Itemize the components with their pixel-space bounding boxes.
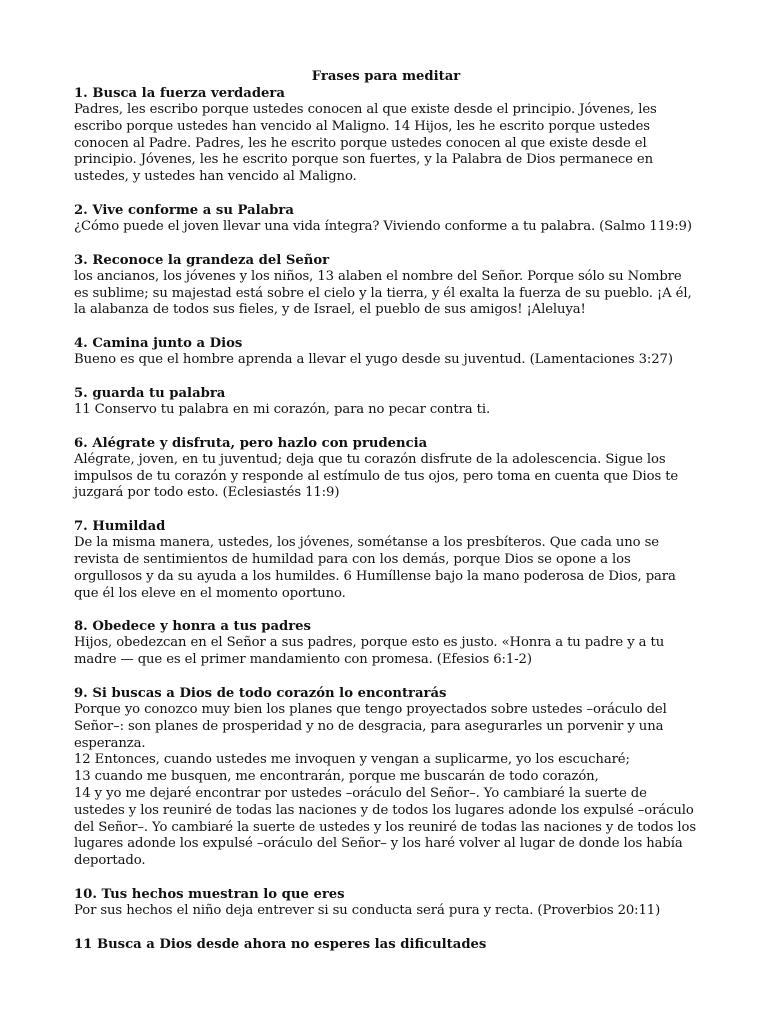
section-body: Hijos, obedezcan en el Señor a sus padres, porque esto es justo. «Honra a tu padre y a tu madre — que es el primer mandamiento con promesa. (Efesios 6:1-2)	[74, 635, 665, 668]
section-body: 11 Conservo tu palabra en mi corazón, para no pecar contra ti.	[74, 401, 491, 417]
section-heading: 5. guarda tu palabra	[74, 385, 226, 401]
section-heading: 6. Alégrate y disfruta, pero hazlo con prudencia	[74, 435, 428, 451]
section-2	[74, 202, 698, 236]
section-body: Por sus hechos el niño deja entrever si su conducta será pura y recta. (Proverbios 20:11)	[74, 902, 661, 918]
section-11	[74, 936, 698, 953]
section-6	[74, 435, 698, 502]
section-4	[74, 335, 698, 369]
section-heading: 2. Vive conforme a su Palabra	[74, 202, 294, 218]
section-heading: 7. Humildad	[74, 519, 166, 535]
section-heading: 8. Obedece y honra a tus padres	[74, 619, 311, 635]
section-body: Padres, les escribo porque ustedes conocen al que existe desde el principio. Jóvenes, les escribo porque ustedes han vencido al Maligno. 14 Hijos, les he escrito porque ustedes conocen al Padre. Padres, les he escrito porque ustedes conocen al que existe desde el principio. Jóvenes, les he escrito porque son fuertes, y la Palabra de Dios permanece en ustedes, y ustedes han vencido al Maligno.	[74, 102, 657, 185]
section-heading: 3. Reconoce la grandeza del Señor	[74, 252, 330, 268]
section-heading: 4. Camina junto a Dios	[74, 336, 243, 352]
section-heading: 9. Si buscas a Dios de todo corazón lo encontrarás	[74, 685, 447, 701]
section-heading: 1. Busca la fuerza verdadera	[74, 86, 285, 101]
section-body: Porque yo conozco muy bien los planes que tengo proyectados sobre ustedes –oráculo del Señor–: son planes de prosperidad y no de desgracia, para asegurarles un porvenir y una esperanza. 12 Entonces, cuando ustedes me invoquen y vengan a suplicarme, yo los escucharé; 13 cuando me busquen, me encontrarán, porque me buscarán de todo corazón, 14 y yo me dejaré encontrar por ustedes –oráculo del Señor–. Yo cambiaré la suerte de ustedes y los reuniré de todas las naciones y de todos los lugares adonde los expulsé –oráculo del Señor–. Yo cambiaré la suerte de ustedes y los reuniré de todas las naciones y de todos los lugares adonde los expulsé –oráculo del Señor– y los haré volver al lugar de donde los había deportado.	[74, 701, 697, 869]
section-1	[74, 85, 698, 186]
section-body: los ancianos, los jóvenes y los niños, 13 alaben el nombre del Señor. Porque sólo su Nombre es sublime; su majestad está sobre el cielo y la tierra, y él exalta la fuerza de su pueblo. ¡A él, la alabanza de todos sus fieles, y de Israel, el pueblo de sus amigos! ¡Aleluya!	[74, 268, 692, 318]
section-body: ¿Cómo puede el joven llevar una vida íntegra? Viviendo conforme a tu palabra. (Salmo 119:9)	[74, 218, 692, 234]
section-heading: 11 Busca a Dios desde ahora no esperes las dificultades	[74, 936, 487, 952]
section-body: De la misma manera, ustedes, los jóvenes, sométanse a los presbíteros. Que cada uno se revista de sentimientos de humildad para con los demás, porque Dios se opone a los orgullosos y da su ayuda a los humildes. 6 Humíllense bajo la mano poderosa de Dios, para que él los eleve en el momento oportuno.	[74, 535, 676, 601]
section-8	[74, 618, 698, 669]
section-10	[74, 886, 698, 920]
section-3	[74, 252, 698, 319]
section-body: Alégrate, joven, en tu juventud; deja que tu corazón disfrute de la adolescencia. Sigue los impulsos de tu corazón y responde al estímulo de tus ojos, pero toma en cuenta que Dios te juzgará por todo esto. (Eclesiastés 11:9)	[74, 451, 679, 501]
section-9	[74, 685, 698, 870]
section-body: Bueno es que el hombre aprenda a llevar el yugo desde su juventud. (Lamentaciones 3:27)	[74, 352, 673, 368]
document-title: Frases para meditar	[311, 69, 461, 84]
section-heading: 10. Tus hechos muestran lo que eres	[74, 886, 345, 902]
section-7	[74, 518, 698, 602]
section-5	[74, 385, 698, 419]
document-page	[74, 68, 698, 969]
